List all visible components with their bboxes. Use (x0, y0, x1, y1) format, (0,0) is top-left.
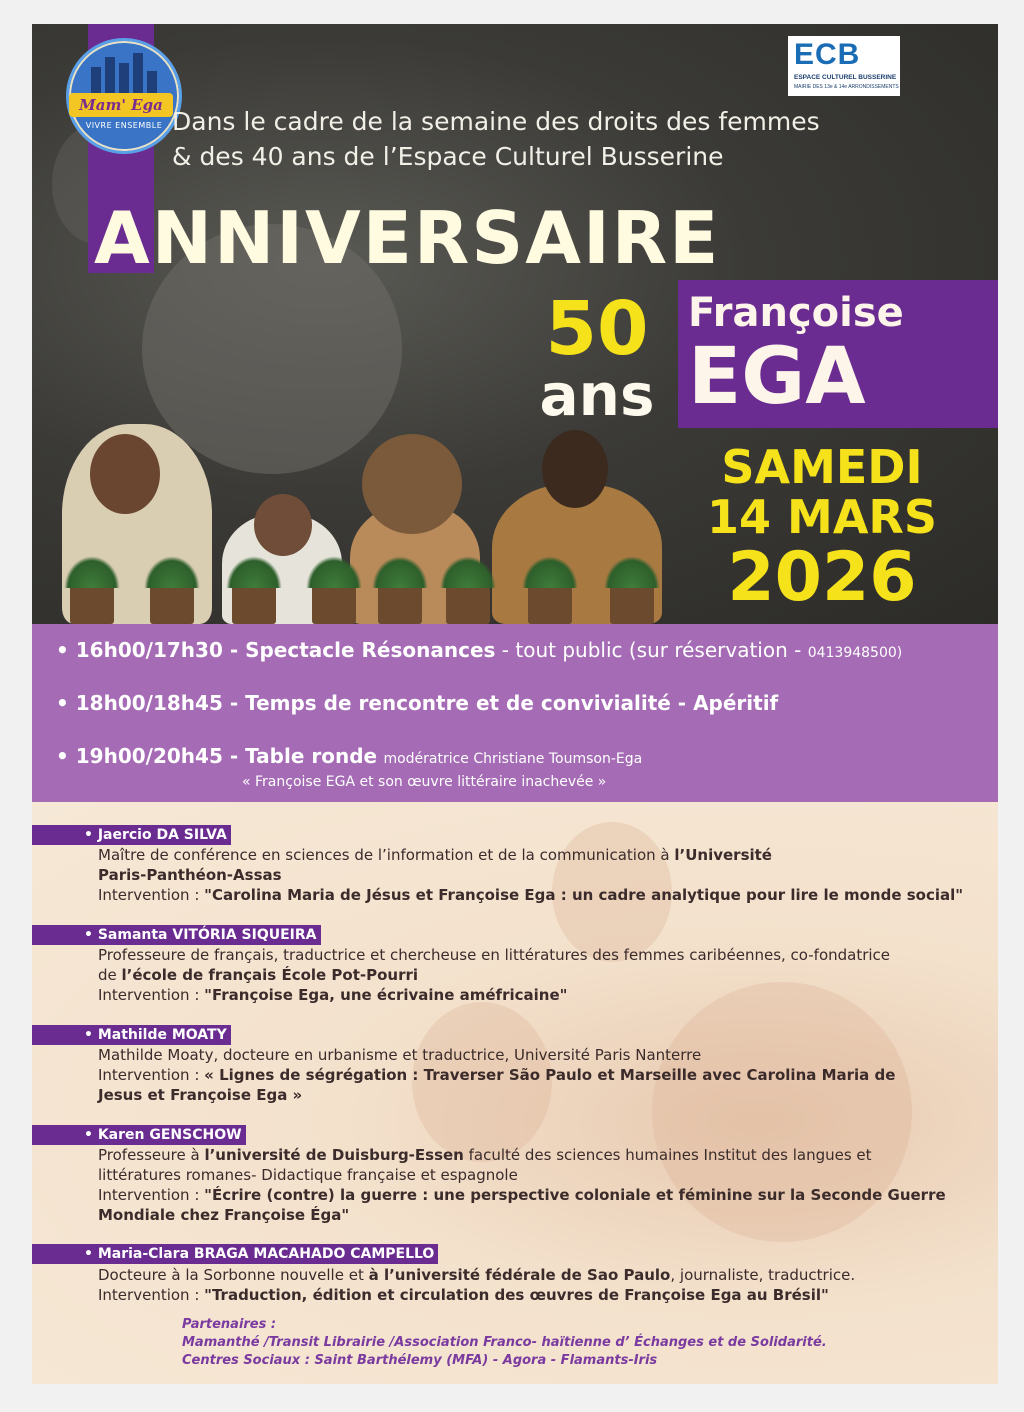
plant-pot (528, 584, 572, 624)
speaker-line: Maître de conférence en sciences de l’information et de la communication à l’Université (98, 846, 772, 864)
program-quote: « Françoise EGA et son œuvre littéraire inachevée » (242, 774, 607, 790)
program-band (32, 624, 998, 802)
program-time: • 16h00/17h30 (56, 638, 223, 662)
plant-pot (232, 584, 276, 624)
plant-pot (378, 584, 422, 624)
program-time: • 19h00/20h45 (56, 744, 223, 768)
plant-pot (610, 584, 654, 624)
performer-2-head (254, 494, 312, 556)
logo-banner-text: Mam' Ega (69, 93, 173, 117)
performer-3-head (362, 434, 462, 534)
speaker-line: Mathilde Moaty, docteure en urbanisme et traductrice, Université Paris Nanterre (98, 1046, 702, 1064)
program-item (56, 744, 642, 768)
date-year: 2026 (727, 538, 917, 617)
speaker-line: Professeure de français, traductrice et chercheuse en littératures des femmes caribéennes, co-fondatrice (98, 946, 891, 964)
age-number: 50 (545, 286, 649, 372)
performer-4-head (542, 430, 608, 508)
speaker-name: • Samanta VITÓRIA SIQUEIRA (32, 925, 321, 945)
speaker-line: Intervention : « Lignes de ségrégation : Traverser São Paulo et Marseille avec Carolina Maria de (98, 1066, 896, 1084)
headline: ANNIVERSAIRE (94, 196, 721, 280)
plant-pot (70, 584, 114, 624)
partners-label: Partenaires : (182, 1317, 277, 1332)
plant-pot (150, 584, 194, 624)
speaker-name: • Maria-Clara BRAGA MACAHADO CAMPELLO (32, 1244, 438, 1264)
logo-subtitle: VIVRE ENSEMBLE (85, 121, 163, 130)
speaker-line: Paris-Panthéon-Assas (98, 866, 282, 884)
intro-text (172, 104, 952, 174)
speaker-line: Intervention : "Écrire (contre) la guerre : une perspective coloniale et féminine sur la Seconde Guerre (98, 1186, 946, 1204)
speaker-line: Intervention : "Traduction, édition et circulation des œuvres de Françoise Ega au Brésil" (98, 1286, 829, 1304)
mam-ega-logo (66, 38, 182, 154)
plant-pot (312, 584, 356, 624)
name-first: Françoise (688, 290, 904, 336)
date-daymonth: 14 MARS (707, 490, 937, 544)
program-phone: 0413948500) (807, 645, 903, 661)
program-title: - Spectacle Résonances (222, 638, 496, 662)
program-moderator: modératrice Christiane Toumson-Ega (383, 751, 643, 767)
ecb-logo (788, 36, 900, 96)
speaker-line: Docteure à la Sorbonne nouvelle et à l’université fédérale de Sao Paulo, journaliste, traductrice. (98, 1266, 856, 1284)
ecb-logo-abbr: ECB (794, 38, 861, 71)
speaker-line: Intervention : "Françoise Ega, une écrivaine améfricaine" (98, 986, 568, 1004)
speaker-line: Intervention : "Carolina Maria de Jésus et Françoise Ega : un cadre analytique pour lire le monde social" (98, 886, 964, 904)
event-date (672, 440, 972, 617)
name-last: EGA (688, 332, 866, 422)
speaker-line: de l’école de français École Pot-Pourri (98, 966, 419, 984)
speaker-name: • Karen GENSCHOW (32, 1125, 246, 1145)
performer-1-head (90, 434, 160, 514)
age-unit: ans (539, 361, 655, 429)
program-item (56, 638, 902, 662)
speaker-line: Jesus et Françoise Ega » (98, 1086, 303, 1104)
intro-line-2: & des 40 ans de l’Espace Culturel Busserine (172, 142, 724, 171)
poster (32, 24, 998, 1384)
speaker-line: Professeure à l’université de Duisburg-Essen faculté des sciences humaines Institut des langues et (98, 1146, 872, 1164)
speaker-line: littératures romanes- Didactique française et espagnole (98, 1166, 518, 1184)
plant-pot (446, 584, 490, 624)
age-block (522, 286, 672, 429)
speaker-name: • Mathilde MOATY (32, 1025, 231, 1045)
intro-line-1: Dans le cadre de la semaine des droits des femmes (172, 107, 820, 136)
partners-line-2: Centres Sociaux : Saint Barthélemy (MFA) - Agora - Flamants-Iris (182, 1353, 658, 1368)
ecb-logo-line2: MAIRIE DES 13e & 14e ARRONDISSEMENTS (794, 84, 899, 90)
program-title: - Temps de rencontre et de convivialité - Apéritif (222, 691, 779, 715)
ecb-logo-line1: ESPACE CULTUREL BUSSERINE (794, 74, 897, 81)
program-item (56, 691, 778, 715)
program-detail: - tout public (sur réservation - (495, 638, 808, 662)
program-time: • 18h00/18h45 (56, 691, 223, 715)
partners-line-1: Mamanthé /Transit Librairie /Association Franco- haïtienne d’ Échanges et de Solidarité. (182, 1335, 827, 1350)
speaker-line: Mondiale chez Françoise Éga" (98, 1206, 350, 1224)
date-day: SAMEDI (721, 440, 923, 494)
program-title: - Table ronde (222, 744, 378, 768)
speaker-name: • Jaercio DA SILVA (32, 825, 231, 845)
